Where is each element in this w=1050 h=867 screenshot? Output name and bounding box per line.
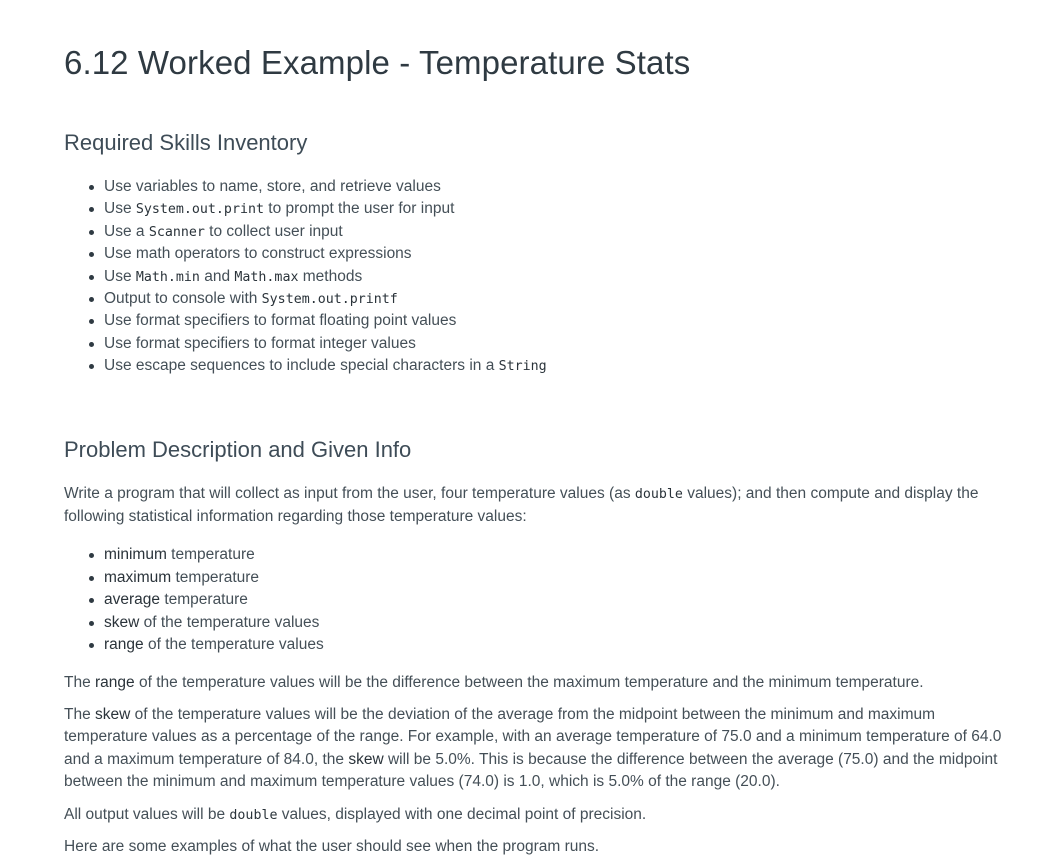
stat-term: range: [104, 636, 144, 654]
output-code: double: [229, 808, 278, 823]
skill-text: Use: [104, 200, 136, 218]
skill-item: [104, 288, 547, 310]
stat-item: [104, 544, 324, 567]
range-text: The: [64, 674, 96, 691]
stat-text: of the temperature values: [139, 613, 320, 631]
skills-list: [104, 176, 547, 378]
range-paragraph: [64, 672, 1014, 694]
problem-intro: [64, 483, 1014, 529]
stat-term: average: [104, 591, 161, 609]
stat-text: temperature: [166, 546, 255, 563]
skill-text: Use escape sequences to include special characters in a: [104, 357, 499, 375]
stat-text: temperature: [160, 591, 248, 609]
intro-text: Write a program that will collect as input from the user, four temperature values (as: [64, 485, 635, 502]
stat-item: [104, 589, 324, 612]
skill-text: to collect user input: [204, 222, 343, 240]
range-text: of the temperature values will be the difference between the maximum temperature and the minimum temperature.: [134, 674, 924, 691]
skill-text: and: [199, 267, 235, 285]
skew-text: of the temperature values will be the deviation of the average from the midpoint between the minimum and maximum temperature values as a percentage of the range. For example, with an average temperature of 75.0 and a minimum temperature of 64.0 and a maximum temperature of 84.0, the: [64, 706, 1002, 768]
skill-text: Use variables to name, store, and retrieve values: [104, 178, 441, 195]
skill-text: Use format specifiers to format floating point values: [104, 312, 457, 330]
intro-code: double: [634, 487, 683, 502]
output-text: All output values will be: [64, 806, 230, 823]
skill-item: [104, 355, 547, 377]
skill-text: methods: [298, 267, 363, 285]
skill-text: Use format specifiers to format integer values: [104, 334, 416, 352]
stat-term: skew: [104, 613, 140, 631]
skill-item: [104, 198, 547, 220]
skill-code: Math.max: [234, 269, 299, 285]
stats-list: [104, 544, 324, 657]
stat-item: [104, 612, 324, 635]
skill-item: [104, 176, 547, 198]
range-term: range: [95, 674, 135, 691]
examples-paragraph: Here are some examples of what the user should see when the program runs.: [64, 838, 600, 855]
stat-item: [104, 634, 324, 657]
skill-text: Use math operators to construct expressions: [104, 245, 412, 263]
skew-text: will be 5.0%. This is because the difference between the average (75.0) and the midpoint between the minimum and maximum temperature values (74.0) is 1.0, which is 5.0% of the range (20.0).: [64, 750, 998, 791]
skew-term: skew: [95, 706, 131, 723]
output-text: values, displayed with one decimal point of precision.: [277, 806, 647, 823]
output-paragraph: [64, 804, 1014, 827]
stat-text: temperature: [171, 568, 260, 586]
skill-text: to prompt the user for input: [263, 200, 455, 218]
stat-term: maximum: [104, 568, 172, 586]
problem-heading: Problem Description and Given Info: [64, 437, 412, 462]
skill-item: [104, 243, 547, 265]
skew-text: The: [64, 706, 96, 723]
intro-text: values); and then compute and display the following statistical information regarding those temperature values:: [64, 485, 979, 526]
skill-text: Output to console with: [104, 289, 262, 307]
skills-heading: Required Skills Inventory: [64, 130, 308, 155]
skill-item: [104, 221, 547, 243]
skill-text: Use a: [104, 222, 149, 240]
skill-text: Use: [104, 267, 136, 285]
stat-term: minimum: [104, 546, 167, 563]
skew-paragraph: [64, 704, 1014, 794]
stat-item: [104, 567, 324, 590]
skill-code: System.out.printf: [261, 291, 398, 307]
skill-item: [104, 333, 547, 355]
skill-item: [104, 266, 547, 288]
stat-text: of the temperature values: [143, 636, 324, 654]
skill-item: [104, 310, 547, 332]
skew-term: skew: [348, 750, 384, 768]
skill-code: String: [498, 359, 547, 375]
skill-code: Scanner: [148, 224, 205, 240]
skill-code: System.out.print: [135, 202, 264, 218]
skill-code: Math.min: [135, 269, 200, 285]
page-title: 6.12 Worked Example - Temperature Stats: [64, 44, 691, 81]
